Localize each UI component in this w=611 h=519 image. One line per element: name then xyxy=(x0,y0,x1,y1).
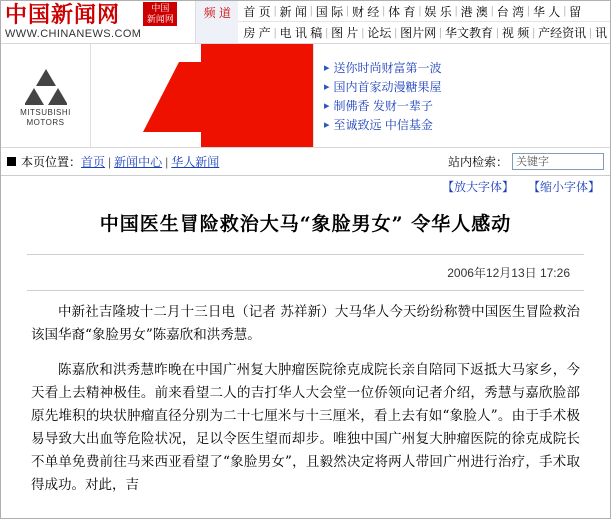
nav-divider: | xyxy=(563,5,567,17)
nav-item-industry-info[interactable]: 产经资讯 xyxy=(538,26,587,40)
nav-divider: | xyxy=(346,5,349,17)
nav-item-international[interactable]: 国 际 xyxy=(315,4,344,19)
nav-item-overseas-chinese[interactable]: 华 人 xyxy=(532,4,561,19)
bullet-arrow-icon: ▸ xyxy=(324,100,330,112)
banner-link-list xyxy=(313,44,610,147)
site-header xyxy=(1,1,610,44)
mitsubishi-brand: MITSUBISHI xyxy=(20,108,71,117)
breadcrumb-separator: | xyxy=(108,154,112,169)
mitsubishi-diamond-icon xyxy=(25,67,67,105)
nav-item-sports[interactable]: 体 育 xyxy=(388,4,416,19)
article-timestamp: 2006年12月13日 17:26 xyxy=(447,266,570,280)
bullet-arrow-icon: ▸ xyxy=(324,119,330,131)
banner-link-item[interactable] xyxy=(324,115,610,134)
banner-link-4[interactable]: 至诚致远 中信基金 xyxy=(333,118,433,132)
nav-divider: | xyxy=(527,5,530,17)
banner-link-1[interactable]: 送你时尚财富第一波 xyxy=(333,61,442,75)
nav-divider: | xyxy=(394,26,398,39)
page-title: 中国医生冒险救治大马“象脸男女” 令华人感动 xyxy=(99,213,512,235)
banner-art-shape-right xyxy=(201,44,313,147)
mitsubishi-logo xyxy=(1,44,91,147)
nav-item-hongkong-macau[interactable]: 港 澳 xyxy=(460,4,488,19)
nav-item-home[interactable]: 首 页 xyxy=(243,4,271,19)
logo-url: WWW.CHINANEWS.COM xyxy=(5,28,142,40)
nav-item-news[interactable]: 新 闻 xyxy=(279,4,307,19)
nav-divider: | xyxy=(309,5,313,17)
nav-item-study-abroad[interactable]: 留 xyxy=(569,4,582,19)
logo-badge xyxy=(143,2,177,26)
nav-item-entertainment[interactable]: 娱 乐 xyxy=(424,4,452,19)
bullet-arrow-icon: ▸ xyxy=(324,81,330,93)
banner-link-item[interactable] xyxy=(324,58,610,77)
font-size-controls xyxy=(1,176,610,196)
article-paragraph: 中新社吉隆坡十二月十三日电（记者 苏祥新）大马华人今天纷纷称赞中国医生冒险救治该国华裔“象脸男女”陈嘉欣和洪秀慧。 xyxy=(31,304,580,343)
logo-badge-line1: 中国 xyxy=(151,3,170,13)
banner-artwork xyxy=(91,44,313,147)
search-label: 站内检索： xyxy=(447,155,508,169)
breadcrumb-bar xyxy=(1,148,610,176)
shrink-font-button[interactable]: 【缩小字体】 xyxy=(527,179,600,194)
nav-item-more[interactable]: 讯 xyxy=(594,26,607,40)
nav-item-chinese-education[interactable]: 华文教育 xyxy=(445,26,494,40)
breadcrumb-separator: | xyxy=(165,154,169,169)
banner-link-item[interactable] xyxy=(324,96,610,115)
breadcrumb-item-home[interactable]: 首页 xyxy=(81,155,106,169)
nav-item-forum[interactable]: 论坛 xyxy=(367,26,392,40)
nav-item-photos[interactable]: 图 片 xyxy=(331,26,359,40)
nav-divider: | xyxy=(382,5,386,17)
article xyxy=(1,196,610,497)
nav-row-1 xyxy=(238,1,610,22)
site-search xyxy=(448,153,604,170)
nav-item-photo-site[interactable]: 图片网 xyxy=(400,26,437,40)
nav-item-finance[interactable]: 财 经 xyxy=(351,4,380,19)
nav-divider: | xyxy=(490,5,494,17)
nav-item-taiwan[interactable]: 台 湾 xyxy=(496,4,525,19)
nav-row-2 xyxy=(238,22,610,43)
nav-divider: | xyxy=(439,26,443,39)
breadcrumb-label: 本页位置： xyxy=(21,155,82,169)
nav-label: 频 道 xyxy=(196,1,238,43)
breadcrumb-item-chinese-news[interactable]: 华人新闻 xyxy=(171,155,220,169)
bullet-arrow-icon: ▸ xyxy=(324,62,330,74)
enlarge-font-button[interactable]: 【放大字体】 xyxy=(441,179,514,194)
banner-link-3[interactable]: 制佛香 发财一辈子 xyxy=(333,99,433,113)
mitsubishi-brand-sub: MOTORS xyxy=(26,118,65,127)
nav-divider: | xyxy=(418,5,422,17)
nav-item-dispatch[interactable]: 电 讯 稿 xyxy=(279,26,323,40)
nav-divider: | xyxy=(273,26,277,39)
nav-divider: | xyxy=(589,26,592,39)
nav-item-video[interactable]: 视 频 xyxy=(501,26,530,40)
mitsubishi-brand-text xyxy=(20,108,71,128)
banner-link-2[interactable]: 国内首家动漫糖果屋 xyxy=(333,80,442,94)
nav-divider: | xyxy=(273,5,277,17)
main-nav xyxy=(195,1,610,43)
nav-divider: | xyxy=(361,26,365,39)
nav-rows xyxy=(238,1,610,43)
banner-link-item[interactable] xyxy=(324,77,610,96)
logo-text: 中国新闻网 xyxy=(5,2,121,28)
article-paragraph: 陈嘉欣和洪秀慧昨晚在中国广州复大肿瘤医院徐克成院长亲自陪同下返抵大马家乡，今天看上去精神极佳。前来看望二人的吉打华人大会堂一位侨领向记者介绍，秀慧与嘉欣脸部原先堆积的块状肿瘤直径分别为二十七厘米与十三厘米，看上去有如“象脸人”。由于手术极易导致大出血等危险状况，足以令医生望而却步。唯独中国广州复大肿瘤医院的徐克成院长不单单免费前往马来西亚看望了“象脸男女”，且毅然决定将两人带回广州进行治疗，手术取得成功。对此，吉 xyxy=(31,362,580,493)
article-body xyxy=(27,291,584,497)
nav-divider: | xyxy=(454,5,458,17)
nav-item-realestate[interactable]: 房 产 xyxy=(243,26,271,40)
nav-divider: | xyxy=(325,26,329,39)
logo-badge-line2: 新闻网 xyxy=(146,14,174,24)
search-input[interactable]: 关键字 xyxy=(512,153,604,170)
nav-divider: | xyxy=(532,26,536,39)
square-bullet-icon xyxy=(7,157,16,166)
nav-divider: | xyxy=(496,26,499,39)
site-logo[interactable] xyxy=(1,1,195,43)
ad-banner[interactable] xyxy=(1,44,610,148)
breadcrumb-item-newscenter[interactable]: 新闻中心 xyxy=(114,155,163,169)
banner-art-shape-left xyxy=(143,62,203,132)
